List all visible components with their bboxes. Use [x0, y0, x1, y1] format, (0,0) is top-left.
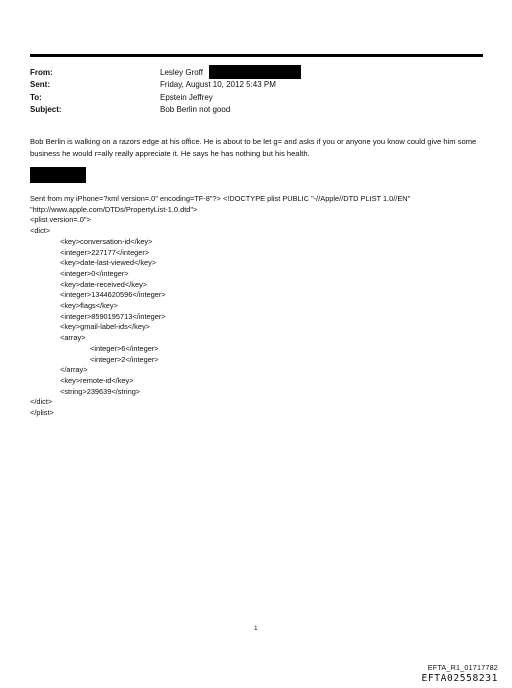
bates-number-small: EFTA_R1_01717782 — [427, 663, 498, 672]
plist-line: <integer>0</integer> — [60, 268, 129, 278]
email-header — [30, 66, 483, 116]
plist-line: "http://www.apple.com/DTDs/PropertyList-1.0.dtd"> — [30, 204, 198, 214]
plist-line: <integer>6</integer> — [90, 343, 159, 353]
plist-line: <integer>8590195713</integer> — [60, 311, 166, 321]
from-label: From: — [30, 67, 53, 77]
plist-line: </dict> — [30, 397, 53, 407]
plist-line: <integer>227177</integer> — [60, 247, 150, 257]
to-row — [30, 91, 483, 104]
subject-value: Bob Berlin not good — [160, 105, 231, 115]
plist-line: <string>239639</string> — [60, 386, 141, 396]
from-row — [30, 66, 483, 79]
plist-line: </array> — [60, 365, 88, 375]
plist-block — [30, 194, 480, 419]
plist-line: <array> — [60, 333, 86, 343]
from-name: Lesley Groff — [160, 67, 203, 77]
plist-line: <integer>2</integer> — [90, 354, 159, 364]
plist-line: <key>conversation-id</key> — [60, 236, 153, 246]
plist-line: <key>date-last-viewed</key> — [60, 258, 157, 268]
sent-row — [30, 79, 483, 92]
header-rule — [30, 54, 483, 57]
redaction-box — [209, 65, 301, 79]
sent-value: Friday, August 10, 2012 5:43 PM — [160, 80, 276, 90]
sent-label: Sent: — [30, 80, 50, 90]
to-value: Epstein Jeffrey — [160, 92, 213, 102]
to-label: To: — [30, 92, 42, 102]
plist-line: <integer>1344620596</integer> — [60, 290, 166, 300]
subject-row — [30, 104, 483, 117]
page-number: 1 — [254, 625, 258, 632]
plist-line: Sent from my iPhone=?xml version=.0" encoding=TF-8"?> <!DOCTYPE plist PUBLIC "-//Apple//DTD PLIST 1.0//EN" — [30, 194, 411, 203]
redaction-box — [30, 167, 86, 183]
plist-line: <dict> — [30, 226, 51, 236]
plist-line: <key>remote-id</key> — [60, 375, 134, 385]
email-body: Bob Berlin is walking on a razors edge at his office. He is about to be let g= and asks if you or anyone you know could give him some business he would r=ally really appreciate it. He says he has nothing but his health. — [30, 137, 477, 158]
plist-line: </plist> — [30, 408, 54, 418]
plist-line: <plist version=.0"> — [30, 215, 91, 225]
plist-line: <key>flags</key> — [60, 301, 118, 311]
from-value — [160, 65, 301, 79]
subject-label: Subject: — [30, 105, 62, 115]
plist-line: <key>date-received</key> — [60, 279, 148, 289]
plist-line: <key>gmail-label-ids</key> — [60, 322, 150, 332]
bates-number-large: EFTA02558231 — [421, 673, 498, 684]
